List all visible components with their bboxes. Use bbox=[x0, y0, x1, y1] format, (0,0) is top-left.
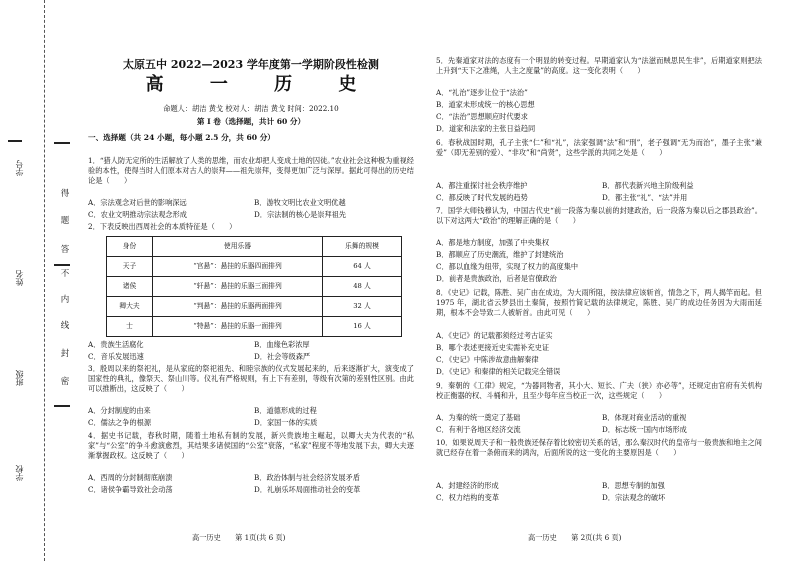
table-header: 身份 bbox=[107, 237, 153, 257]
seal-char: 答 bbox=[60, 245, 70, 255]
option-d: D．《史记》和秦律的相关记载完全错误 bbox=[436, 367, 561, 376]
option-b: B．政治体制与社会经济发展矛盾 bbox=[254, 473, 360, 482]
table-cell: 天子 bbox=[107, 257, 153, 277]
section-title: 一、选择题（共 24 小题，每小题 2.5 分，共 60 分） bbox=[88, 133, 275, 142]
option-d: D．礼崩乐坏局面推动社会的变革 bbox=[254, 485, 361, 494]
question-7: 7．国学大师钱穆认为，中国古代史“前一段落为秦以前的封建政治，后一段落为秦以后之郡县政治”。以下对这两大“政治”的理解正确的是（ ） bbox=[436, 206, 762, 226]
option-d: D．家国一体的实质 bbox=[254, 418, 318, 427]
seal-char: 不 bbox=[60, 269, 70, 279]
table-row bbox=[107, 317, 402, 337]
option-c: C．都反映了时代发展的趋势 bbox=[436, 193, 528, 202]
seal-char: 密 bbox=[60, 377, 70, 387]
option-a: A．封建经济的形成 bbox=[436, 481, 499, 490]
page-right bbox=[432, 0, 766, 561]
question-5: 5．先秦道家对法的态度有一个明显的转变过程。早期道家认为“法滋而贼思民生非”，后期道家则把法上升到“天下之准绳，人主之度量”的高度。这一变化表明（ ） bbox=[436, 56, 762, 76]
table-cell: 士 bbox=[107, 317, 153, 337]
option-a: A．西周的分封制彻底崩溃 bbox=[88, 473, 173, 482]
page-footer-right: 高一历史 第 2页(共 6 页) bbox=[528, 533, 622, 542]
option-b: B．思想专制的加强 bbox=[602, 481, 665, 490]
option-a: A．宗法观念对后世的影响深远 bbox=[88, 198, 187, 207]
class-label: 班级 bbox=[15, 370, 24, 386]
question-3: 3．殷周以来的祭祀礼，是从家庭的祭祀祖先、和睦宗族的仪式发展起来的，后来逐渐扩大，演变成了国家性的典礼，像祭天、祭山川等。仪礼有严格规则，有上下有差别，等级有次第的差别性区别。由此可以推断出，这反映了（ ） bbox=[88, 364, 414, 394]
table-cell: “宫悬”：悬挂的乐器四面排列 bbox=[153, 257, 323, 277]
option-a: A．都是地方制度，加强了中央集权 bbox=[436, 238, 550, 247]
option-c: C．儒法之争的根源 bbox=[88, 418, 152, 427]
table-row bbox=[107, 297, 402, 317]
option-d: D．前者是贵族政治，后者是官僚政治 bbox=[436, 274, 557, 283]
table-cell: 16 人 bbox=[323, 317, 402, 337]
seal-char: 线 bbox=[60, 321, 70, 331]
option-c: C．都以血缘为纽带，实现了权力的高度集中 bbox=[436, 262, 579, 271]
option-d: D．社会等级森严 bbox=[254, 352, 311, 361]
option-b: B．道家未形成统一的核心思想 bbox=[436, 100, 535, 109]
option-c: C．《史记》中陈涉故意曲解秦律 bbox=[436, 355, 539, 364]
option-a: A．“礼治”逐步让位于“法治” bbox=[436, 88, 528, 97]
option-c: C．权力结构的变革 bbox=[436, 493, 500, 502]
seal-tick bbox=[54, 405, 70, 407]
option-b: B．游牧文明比农业文明优越 bbox=[254, 198, 346, 207]
table-cell: “轩悬”：悬挂的乐器三面排列 bbox=[153, 277, 323, 297]
option-c: C．音乐发展迅速 bbox=[88, 352, 144, 361]
question-9: 9．秦朝的《工律》规定，“为器同物者，其小大、短长、广夫（狭）亦必等”，还规定由官府有关机构校正衡器的权、斗桶和升，且至少每年应当校正一次，这些规定（ ） bbox=[436, 381, 762, 401]
option-d: D．道家和法家的主张日益趋同 bbox=[436, 124, 536, 133]
table-header: 乐舞的规模 bbox=[323, 237, 402, 257]
seal-tick bbox=[54, 142, 70, 144]
fold-line bbox=[44, 0, 45, 561]
author-line: 命题人：胡洁 黄戈 校对人：胡洁 黄戈 时间：2022.10 bbox=[163, 104, 339, 113]
seal-char: 得 bbox=[60, 189, 70, 199]
exam-title: 太原五中 2022—2023 学年度第一学期阶段性检测 bbox=[123, 58, 379, 71]
question-1: 1．“猎人防无定所的生活解放了人类的思维，而农业却把人变成土地的囚徒。”农业社会这种极为重视经验的本性，使得当时人们原本对古人的崇拜——祖先崇拜，变得更加广泛与深厚。据此可得出的历史结论是（ ） bbox=[88, 156, 414, 186]
option-b: B．都顺应了历史潮流，维护了封建统治 bbox=[436, 250, 564, 259]
seal-tick bbox=[54, 264, 70, 266]
table-header: 使用乐器 bbox=[153, 237, 323, 257]
question-8: 8．《史记》记载，陈胜、吴广由在成边，为大雨所阻，按法律应该斩首，情急之下，两人揭竿而起。但 1975 年，湖北省云梦县出土秦简，按照竹简记载的法律规定，陈胜、吴广的成边任务因为大雨而延期，根本不会导致二人被斩首。由此可见（ ） bbox=[436, 288, 762, 318]
option-a: A．都注重探讨社会秩序维护 bbox=[436, 181, 528, 190]
option-d: D．宗法制的核心是崇拜祖先 bbox=[254, 210, 347, 219]
seal-char: 题 bbox=[60, 216, 70, 226]
name-label: 姓名 bbox=[15, 270, 24, 286]
question-2: 2．下表反映出西周社会的本质特征是（ ） bbox=[88, 222, 237, 231]
option-b: B．都代表新兴地主阶级利益 bbox=[602, 181, 694, 190]
page-footer-left: 高一历史 第 1页(共 6 页) bbox=[192, 533, 286, 542]
seal-char: 封 bbox=[60, 349, 70, 359]
table-cell: “特悬”：悬挂的乐器一面排列 bbox=[153, 317, 323, 337]
option-b: B．道德形成的过程 bbox=[254, 406, 317, 415]
option-b: B．哪个表述更接近史实需补充史证 bbox=[436, 343, 550, 352]
table-header-row bbox=[107, 237, 402, 257]
table-row bbox=[107, 257, 402, 277]
option-b: B．体现对商业活动的重视 bbox=[602, 413, 687, 422]
table-cell: 卿大夫 bbox=[107, 297, 153, 317]
option-a: A．贵族生活腐化 bbox=[88, 340, 144, 349]
option-a: A．《史记》的记载都须经过考古证实 bbox=[436, 331, 553, 340]
school-label: 学校 bbox=[15, 465, 24, 481]
option-d: D．宗法观念的破坏 bbox=[602, 493, 666, 502]
option-a: A．分封制度的由来 bbox=[88, 406, 151, 415]
table-cell: 32 人 bbox=[323, 297, 402, 317]
binding-margin bbox=[0, 0, 80, 561]
option-c: C．“法治”思想顺应时代要求 bbox=[436, 112, 528, 121]
table-cell: 48 人 bbox=[323, 277, 402, 297]
number-label: 学号 bbox=[15, 160, 24, 176]
option-d: D．标志统一国内市场形成 bbox=[602, 425, 687, 434]
option-b: B．血缘色彩浓厚 bbox=[254, 340, 310, 349]
page-left bbox=[84, 0, 418, 561]
question-4: 4．据史书记载，春秋时期，随着土地私有制的发展，新兴贵族地主崛起，以卿大夫为代表的“私家”与“公室”的争斗愈演愈烈，其结果多诸侯国的“公室”衰落，“私家”程度不等地发展下去，卿大夫逐渐掌握政权。这反映了（ ） bbox=[88, 431, 414, 461]
seal-char: 内 bbox=[60, 295, 70, 305]
table-cell: 诸侯 bbox=[107, 277, 153, 297]
volume-title: 第 I 卷（选择题，共计 60 分） bbox=[196, 117, 306, 126]
question-10: 10．如果说周天子和一般贵族还保存着比较密切关系的话，那么秦汉时代的皇帝与一般贵族和地主之间就已经存在着一条俯而来的鸿沟，后面所说的这一变化的主要原因是（ ） bbox=[436, 438, 762, 458]
music-rank-table bbox=[106, 236, 402, 337]
option-c: C．诸侯争霸导致社会动荡 bbox=[88, 485, 173, 494]
option-d: D．都主张“礼”、“法”并用 bbox=[602, 193, 688, 202]
subject-title: 高 一 历 史 bbox=[145, 74, 377, 95]
question-6: 6．春秋战国时期，孔子主张“仁”和“礼”，法家强调“法”和“刑”，老子强调“无为而治”，墨子主张“兼爱”（即无差别的爱）、“非攻”和“尚贤”，这些学派的共同之处是（ ） bbox=[436, 138, 762, 158]
option-a: A．为秦的统一奠定了基础 bbox=[436, 413, 521, 422]
table-cell: 64 人 bbox=[323, 257, 402, 277]
table-cell: “判悬”：悬挂的乐器两面排列 bbox=[153, 297, 323, 317]
table-row bbox=[107, 277, 402, 297]
option-c: C．有利于各地区经济交流 bbox=[436, 425, 521, 434]
option-c: C．农业文明推动宗法观念形成 bbox=[88, 210, 187, 219]
